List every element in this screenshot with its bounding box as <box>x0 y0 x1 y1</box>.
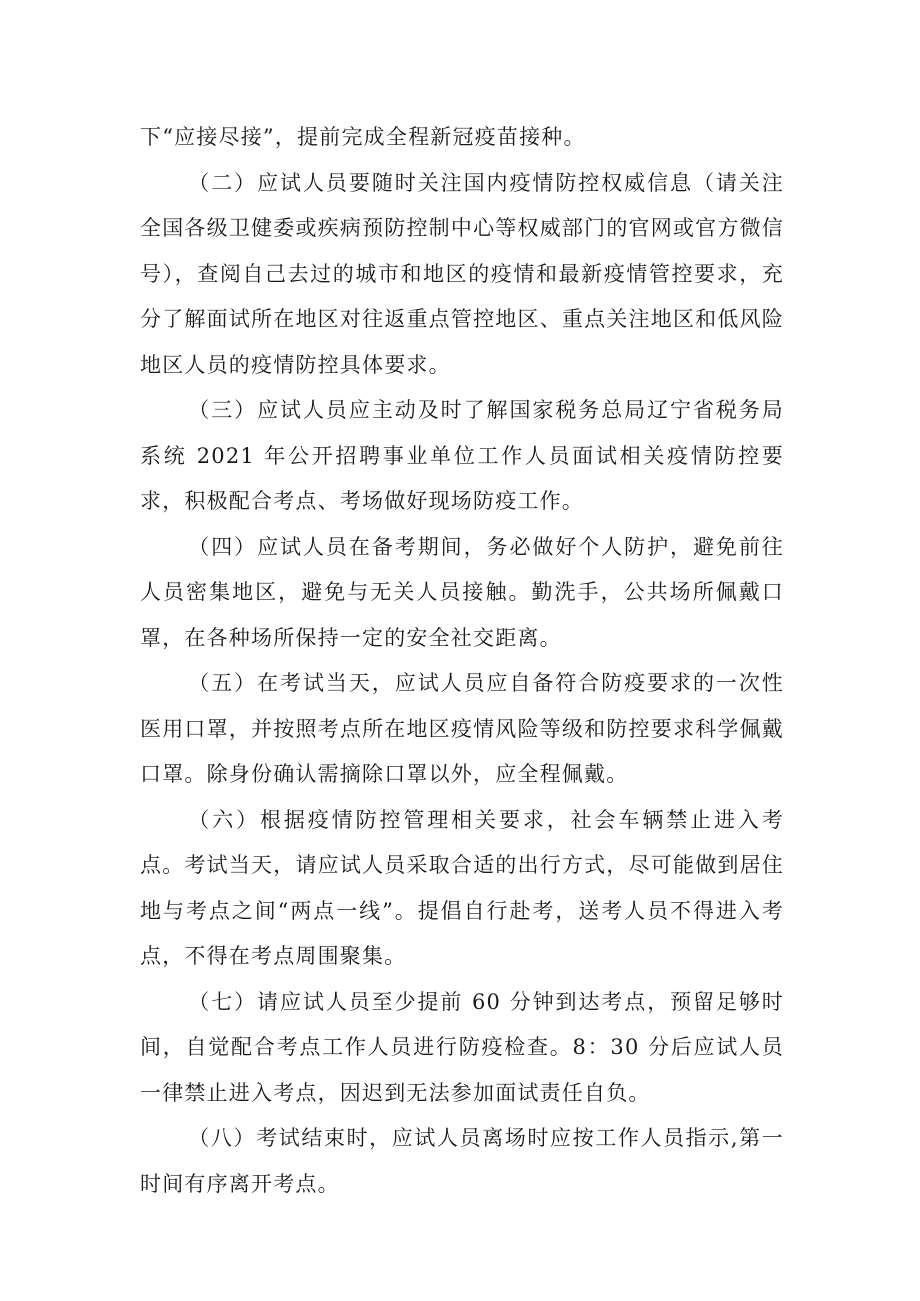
document-body <box>140 115 784 1207</box>
paragraph-item-6: （六）根据疫情防控管理相关要求，社会车辆禁止进入考点。考试当天，请应试人员采取合适的出行方式，尽可能做到居住地与考点之间“两点一线”。提倡自行赴考，送考人员不得进入考点，不得在考点周围聚集。 <box>140 807 784 968</box>
paragraph-item-4: （四）应试人员在备考期间，务必做好个人防护，避免前往人员密集地区，避免与无关人员接触。勤洗手，公共场所佩戴口罩，在各种场所保持一定的安全社交距离。 <box>140 534 784 650</box>
paragraph-item-7: （七）请应试人员至少提前 60 分钟到达考点，预留足够时间，自觉配合考点工作人员进行防疫检查。8：30 分后应试人员一律禁止进入考点，因迟到无法参加面试责任自负。 <box>140 989 784 1105</box>
paragraph-item-8: （八）考试结束时，应试人员离场时应按工作人员指示,第一时间有序离开考点。 <box>140 1126 784 1196</box>
paragraph-item-5: （五）在考试当天，应试人员应自备符合防疫要求的一次性医用口罩，并按照考点所在地区疫情风险等级和防控要求科学佩戴口罩。除身份确认需摘除口罩以外，应全程佩戴。 <box>140 671 784 786</box>
paragraph-item-3: （三）应试人员应主动及时了解国家税务总局辽宁省税务局系统 2021 年公开招聘事业单位工作人员面试相关疫情防控要求，积极配合考点、考场做好现场防疫工作。 <box>140 398 784 513</box>
paragraph-vaccination-continued: 下“应接尽接”，提前完成全程新冠疫苗接种。 <box>140 125 586 149</box>
paragraph-item-2: （二）应试人员要随时关注国内疫情防控权威信息（请关注全国各级卫健委或疾病预防控制中心等权威部门的官网或官方微信号），查阅自己去过的城市和地区的疫情和最新疫情管控要求，充分了解面试所在地区对往返重点管控地区、重点关注地区和低风险地区人员的疫情防控具体要求。 <box>140 170 784 377</box>
